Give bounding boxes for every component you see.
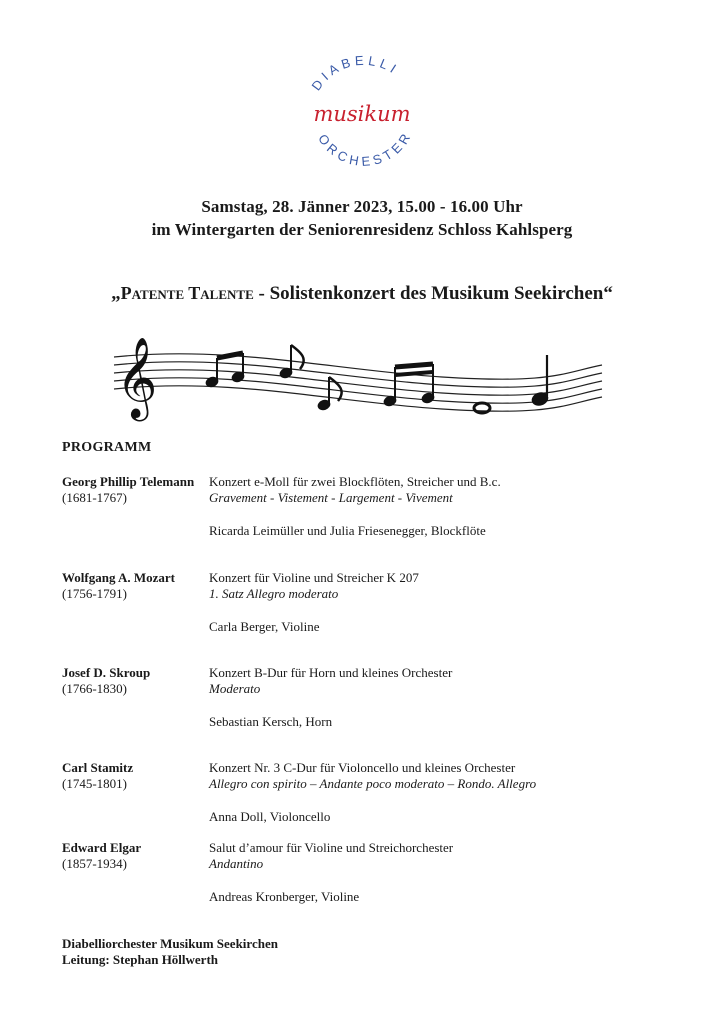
footer-conductor: Leitung: Stephan Höllwerth bbox=[62, 952, 219, 967]
footer-orchestra: Diabelliorchester Musikum Seekirchen bbox=[62, 936, 278, 951]
quarter-note-icon bbox=[530, 355, 549, 407]
concert-title-open-quote: „ bbox=[111, 283, 121, 304]
performer: Sebastian Kersch, Horn bbox=[209, 714, 333, 729]
logo-emblem bbox=[282, 42, 442, 192]
composer-years: (1681-1767) bbox=[62, 490, 127, 505]
composer-name: Georg Phillip Telemann bbox=[62, 474, 195, 489]
performer: Ricarda Leimüller und Julia Friesenegger, Blockflöte bbox=[209, 523, 486, 538]
work-movements: Gravement - Vistement - Largement - Vivement bbox=[209, 490, 453, 505]
composer-years: (1857-1934) bbox=[62, 856, 127, 871]
work-title: Konzert B-Dur für Horn und kleines Orchester bbox=[209, 665, 453, 680]
logo-bottom-text: ORCHESTER bbox=[315, 127, 416, 170]
work-title: Konzert für Violine und Streicher K 207 bbox=[209, 570, 419, 585]
work-movements: Andantino bbox=[209, 856, 264, 871]
event-venue-line: im Wintergarten der Seniorenresidenz Schloss Kahlsperg bbox=[151, 220, 573, 239]
composer-years: (1745-1801) bbox=[62, 776, 127, 791]
concert-title bbox=[0, 283, 724, 305]
concert-title-smallcaps: Patente Talente bbox=[120, 283, 254, 303]
composer-name: Josef D. Skroup bbox=[62, 665, 151, 680]
program-heading: PROGRAMM bbox=[62, 440, 152, 455]
music-staff-illustration bbox=[112, 325, 604, 425]
composer-name: Edward Elgar bbox=[62, 840, 142, 855]
work-title: Salut d’amour für Violine und Streichorchester bbox=[209, 840, 454, 855]
composer-years: (1766-1830) bbox=[62, 681, 127, 696]
work-movements: Moderato bbox=[209, 681, 261, 696]
diabelli-musikum-orchester-logo bbox=[282, 42, 442, 192]
work-movements: 1. Satz Allegro moderato bbox=[209, 586, 339, 601]
event-date-line: Samstag, 28. Jänner 2023, 15.00 - 16.00 Uhr bbox=[201, 197, 523, 216]
work-movements: Allegro con spirito – Andante poco moderato – Rondo. Allegro bbox=[209, 776, 537, 791]
treble-clef-staff-icon bbox=[112, 325, 604, 425]
beamed-sixteenth-notes-icon bbox=[383, 364, 435, 407]
treble-clef-icon: 𝄞 bbox=[116, 336, 158, 418]
logo-top-text: DIABELLI bbox=[308, 52, 403, 94]
svg-text:DIABELLI bbox=[308, 53, 402, 94]
performer: Anna Doll, Violoncello bbox=[209, 809, 331, 824]
work-title: Konzert Nr. 3 C-Dur für Violoncello und kleines Orchester bbox=[209, 760, 516, 775]
composer-name: Carl Stamitz bbox=[62, 760, 134, 775]
whole-note-icon bbox=[474, 403, 490, 413]
composer-years: (1756-1791) bbox=[62, 586, 127, 601]
performer: Carla Berger, Violine bbox=[209, 619, 320, 634]
performer: Andreas Kronberger, Violine bbox=[209, 889, 360, 904]
logo-center-text: musikum bbox=[313, 102, 411, 126]
svg-text:ORCHESTER bbox=[315, 128, 415, 169]
work-title: Konzert e-Moll für zwei Blockflöten, Streicher und B.c. bbox=[209, 474, 501, 489]
composer-name: Wolfgang A. Mozart bbox=[62, 570, 176, 585]
concert-title-rest: - Solistenkonzert des Musikum Seekirchen“ bbox=[253, 283, 613, 304]
